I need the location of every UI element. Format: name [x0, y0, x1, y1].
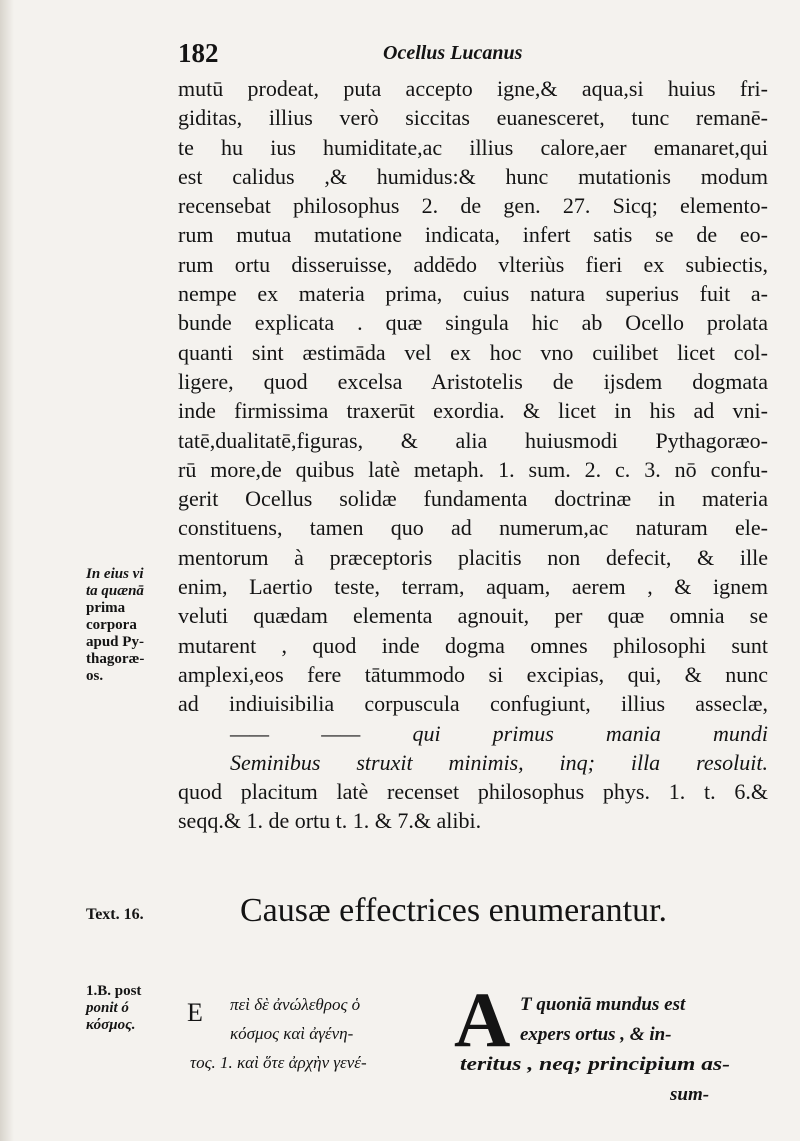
- page-header: [178, 38, 738, 74]
- text-line: quod placitum latè recenset philosophus phys. 1. t. 6.&: [178, 779, 768, 805]
- running-title: Ocellus Lucanus: [383, 42, 523, 64]
- text-line: seqq.& 1. de ortu t. 1. & 7.& alibi.: [178, 808, 482, 834]
- text-line: constituens, tamen quo ad numerum,ac naturam ele-: [178, 515, 768, 541]
- latin-line: teritus , neq; principium as-: [460, 1054, 730, 1075]
- margin-note-line: In eius vi: [86, 566, 144, 582]
- margin-note-line: prima: [86, 600, 126, 616]
- text-line: rū more,de quibus latè metaph. 1. sum. 2. c. 3. nō confu-: [178, 456, 768, 482]
- text-line: rum mutua mutatione indicata, infert satis se de eo-: [178, 222, 768, 248]
- text-line: est calidus ,& humidus:& hunc mutationis modum: [178, 163, 768, 189]
- verse-quote-line: Seminibus struxit minimis, inq; illa resoluit.: [230, 749, 768, 775]
- margin-note-line: corpora: [86, 617, 137, 633]
- margin-note-line: apud Py-: [86, 634, 144, 650]
- greek-line: πεὶ δὲ ἀνώλεθρος ὁ: [230, 995, 361, 1014]
- latin-line: T quoniā mundus est: [520, 994, 686, 1015]
- text-line: nempe ex materia prima, cuius natura superius fuit a-: [178, 281, 768, 307]
- text-line: bunde explicata . quæ singula hic ab Ocello prolata: [178, 310, 768, 336]
- text-line: recensebat philosophus 2. de gen. 27. Sicq; elemento-: [178, 193, 768, 219]
- main-text-block: [178, 74, 768, 836]
- text-line: veluti quædam elementa agnouit, per quæ omnia se: [178, 603, 768, 629]
- text-line: gerit Ocellus solidæ fundamenta doctrinæ in materia: [178, 486, 768, 512]
- text-line: mutarent , quod inde dogma omnes philosophi sunt: [178, 632, 768, 658]
- text-line: mutū prodeat, puta accepto igne,& aqua,si huius fri-: [178, 76, 768, 101]
- margin-note-line: 1.B. post: [86, 983, 142, 999]
- text-line: tatē,dualitatē,figuras, & alia huiusmodi Pythagoræo-: [178, 427, 768, 453]
- margin-note-ini: [86, 566, 168, 685]
- margin-note-post: [86, 983, 168, 1034]
- text-line: giditas, illius verò siccitas euanesceret, tunc remanē-: [178, 105, 768, 131]
- margin-note-line: os.: [86, 668, 104, 684]
- section-heading: Causæ effectrices enumerantur.: [240, 892, 668, 929]
- margin-note-line: κόσμος.: [86, 1017, 136, 1033]
- text-line: inde firmissima traxerūt exordia. & licet in his ad vni-: [178, 398, 768, 424]
- text-line: quanti sint æstimāda vel ex hoc vno cuilibet licet col-: [178, 339, 768, 365]
- latin-translation: [460, 990, 770, 1110]
- text-line: ligere, quod excelsa Aristotelis de ijsdem dogmata: [178, 368, 768, 394]
- latin-line: sum-: [670, 1084, 710, 1105]
- margin-note-line: ponit ó: [86, 1000, 129, 1016]
- page-number: 182: [178, 38, 219, 68]
- margin-note-text-ref: Text. 16.: [86, 906, 144, 923]
- greek-quote: [190, 990, 445, 1077]
- text-line: ad indiuisibilia corpuscula confugiunt, illius asseclæ,: [178, 691, 768, 717]
- text-line: amplexi,eos fere tātummodo si excipias, qui, & nunc: [178, 661, 768, 687]
- text-line: enim, Laertio teste, terram, aquam, aerem , & ignem: [178, 574, 768, 600]
- margin-note-line: ta quænā: [86, 583, 144, 599]
- margin-note-line: thagoræ-: [86, 651, 145, 667]
- page-gutter-shadow: [0, 0, 14, 1141]
- greek-initial: E: [187, 998, 203, 1027]
- text-line: mentorum à præceptoris placitis non defecit, & ille: [178, 544, 768, 570]
- greek-line: τος. 1. καὶ ὅτε ἀρχὴν γενέ-: [190, 1053, 367, 1072]
- greek-line: κόσμος καὶ ἀγένη-: [230, 1024, 354, 1043]
- drop-cap: A: [454, 976, 511, 1063]
- text-line: te hu ius humiditate,ac illius calore,aer emanaret,qui: [178, 134, 768, 160]
- verse-quote-line: —— —— qui primus mania mundi: [230, 720, 768, 746]
- text-line: rum ortu disseruisse, addēdo vlteriùs fieri ex subiectis,: [178, 251, 768, 277]
- latin-line: expers ortus , & in-: [520, 1024, 672, 1045]
